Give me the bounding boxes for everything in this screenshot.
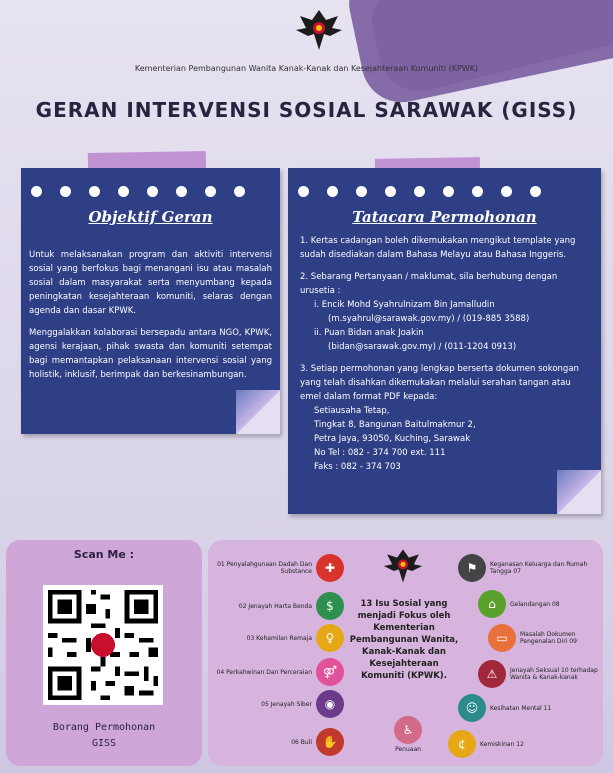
issue-08: [478, 590, 598, 618]
issue-04: [216, 658, 344, 686]
objektif-panel: [21, 168, 280, 434]
contact-2-name: ii. Puan Bidan anak Joakin: [314, 328, 424, 338]
issue-13: [378, 716, 438, 753]
pregnancy-icon: ♀: [316, 624, 344, 652]
contact-1-detail: (m.syahrul@sarawak.gov.my) / (019-885 3588): [328, 314, 530, 324]
issue-09: [488, 624, 598, 652]
contact-2-detail: (bidan@sarawak.gov.my) / (011-1204 0913): [328, 342, 517, 352]
address-line-2: Tingkat 8, Bangunan Baitulmakmur 2,: [314, 420, 476, 430]
tatacara-item-3: 3. Setiap permohonan yang lengkap berserta dokumen sokongan yang telah disahkan dikemukakan melalui serahan tangan atau emel dalam format PDF kepada:: [300, 364, 579, 402]
contact-1-name: i. Encik Mohd Syahrulnizam Bin Jamalludin: [314, 300, 495, 310]
id-document-icon: ▭: [488, 624, 516, 652]
issue-label: 05 Jenayah Siber: [261, 700, 312, 708]
bullying-icon: ✋: [316, 728, 344, 756]
cyber-crime-icon: ◉: [316, 690, 344, 718]
issue-label: 06 Buli: [291, 738, 312, 746]
issue-02: [216, 592, 344, 620]
page-title: GERAN INTERVENSI SOSIAL SARAWAK (GISS): [35, 98, 578, 122]
tatacara-item-2: 2. Sebarang Pertanyaan / maklumat, sila berhubung dengan urusetia :: [300, 272, 558, 296]
issue-label: 01 Penyalahgunaan Dadah Dan Substance: [217, 561, 312, 575]
money-icon: $: [316, 592, 344, 620]
marriage-icon: ⚤: [316, 658, 344, 686]
decorative-corner-dark: [342, 0, 613, 110]
issue-label: Kesihatan Mental 11: [490, 704, 552, 712]
objektif-body: [29, 248, 272, 390]
poverty-icon: ¢: [448, 730, 476, 758]
issue-06: [216, 728, 344, 756]
issue-label: Penuaan: [395, 746, 421, 753]
sexual-crime-icon: ⚠: [478, 660, 506, 688]
form-label-line-2: GISS: [91, 738, 117, 749]
aging-icon: ♿: [394, 716, 422, 744]
page-curl: [557, 470, 601, 514]
homeless-icon: ⌂: [478, 590, 506, 618]
tatacara-item-1: 1. Kertas cadangan boleh dikemukakan mengikut template yang sudah disediakan dalam Bahasa Melayu atau Bahasa Inggeris.: [300, 236, 576, 260]
scan-title: Scan Me :: [73, 548, 135, 561]
issue-11: [458, 694, 598, 722]
drug-icon: ✚: [316, 554, 344, 582]
issue-05: [216, 690, 344, 718]
crest-logo: [292, 6, 346, 54]
ministry-name: Kementerian Pembangunan Wanita Kanak-Kanak dan Kesejahteraan Komuniti (KPWK): [134, 64, 479, 73]
issues-center-text: 13 Isu Sosial yang menjadi Fokus oleh Kementerian Pembangunan Wanita, Kanak-Kanak dan Kesejahteraan Komuniti (KPWK).: [349, 599, 459, 681]
issue-10: [478, 660, 598, 688]
issue-12: [448, 730, 598, 758]
form-label-line-1: Borang Permohonan: [52, 722, 156, 733]
issue-label: Masalah Dokumen Pengenalan Diri 09: [520, 631, 577, 645]
family-violence-icon: ⚑: [458, 554, 486, 582]
dot-row: [31, 182, 263, 201]
issues-section: [208, 540, 603, 766]
page-curl: [236, 390, 280, 434]
address-line-3: Petra Jaya, 93050, Kuching, Sarawak: [314, 434, 471, 444]
objektif-para-1: Untuk melaksanakan program dan aktiviti intervensi sosial yang berfokus bagi menangani isu atau masalah sosial dalam masyarakat serta menyumbang kepada peningkatan kesejahteraan komuniti, selaras dengan agenda dan dasar KPWK.: [29, 250, 272, 316]
fax-line: Faks : 082 - 374 703: [314, 462, 401, 472]
issue-label: Keganasan Keluarga dan Rumah Tangga 07: [490, 561, 588, 575]
issue-label: 04 Perkahwinan Dan Perceraian: [216, 668, 312, 676]
issue-07: [458, 554, 598, 582]
mental-health-icon: ☺: [458, 694, 486, 722]
objektif-heading: Objektif Geran: [88, 208, 213, 226]
issue-03: [216, 624, 344, 652]
qr-code[interactable]: [43, 585, 163, 705]
dot-row: [298, 182, 559, 201]
scan-section: [6, 540, 202, 766]
issue-label: Jenayah Seksual 10 terhadap Wanita & Kanak-kanak: [510, 667, 598, 681]
issue-label: 02 Jenayah Harta Benda: [238, 602, 312, 610]
address-line-1: Setiausaha Tetap,: [314, 406, 390, 416]
issue-label: Kemiskinan 12: [480, 740, 524, 748]
tatacara-body: [300, 234, 590, 474]
issue-01: [216, 554, 344, 582]
phone-line: No Tel : 082 - 374 700 ext. 111: [314, 448, 446, 458]
tatacara-heading: Tatacara Permohonan: [352, 208, 537, 226]
form-label: [6, 720, 202, 752]
issue-label: 03 Kehamilan Remaja: [246, 634, 312, 642]
crest-logo: [380, 546, 426, 586]
tatacara-panel: [288, 168, 601, 514]
issue-label: Gelandangan 08: [510, 600, 560, 608]
objektif-para-2: Menggalakkan kolaborasi bersepadu antara NGO, KPWK, agensi kerajaan, pihak swasta dan komuniti setempat bagi memantapkan pelaksanaan intervensi sosial yang holistik, inklusif, berimpak dan berkesinambungan.: [29, 328, 272, 380]
